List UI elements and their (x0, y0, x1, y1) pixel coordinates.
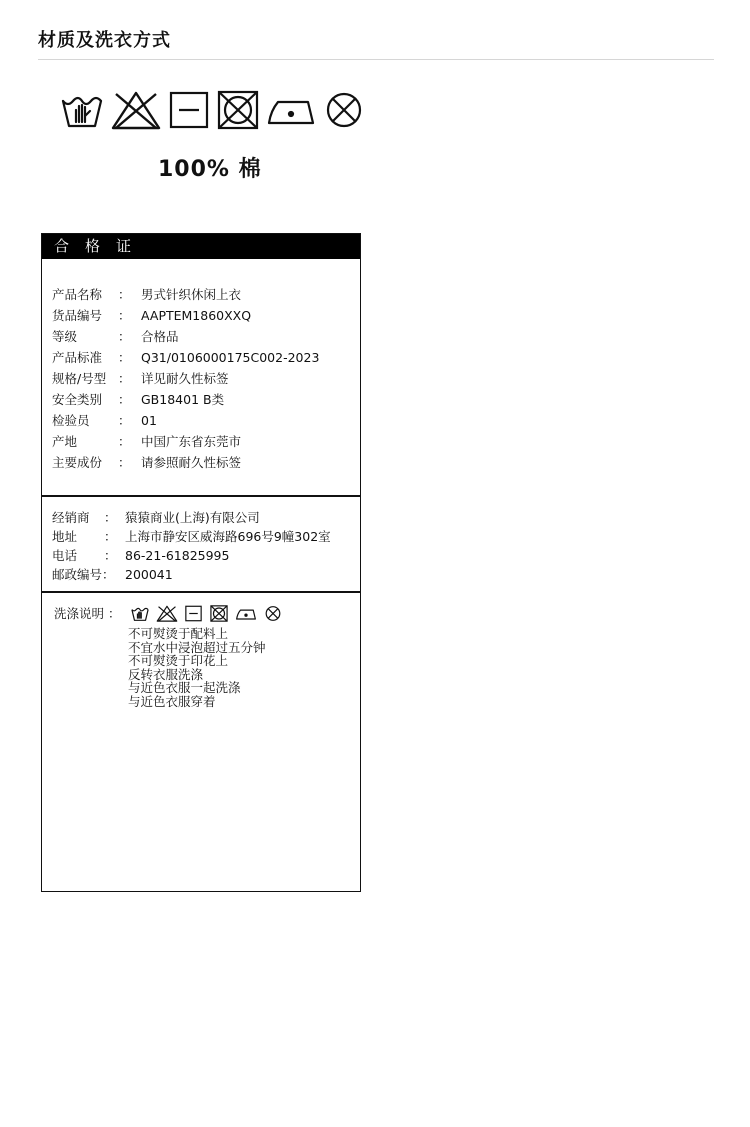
field-value: 请参照耐久性标签 (141, 455, 242, 470)
line-dry-icon (184, 605, 203, 622)
field-label: 电话 (52, 548, 78, 563)
wash-instruction-line: 不可熨烫于配料上 (128, 626, 229, 641)
field-separator: ： (104, 510, 117, 525)
section-title: 材质及洗衣方式 (38, 30, 171, 51)
field-label: 规格/号型 (52, 371, 107, 386)
field-value: 男式针织休闲上衣 (141, 287, 242, 302)
field-value: 中国广东省东莞市 (141, 434, 242, 449)
field-separator: ： (104, 529, 117, 544)
title-divider (38, 59, 714, 60)
field-value: Q31/0106000175C002-2023 (141, 350, 320, 365)
field-label: 货品编号 (52, 308, 103, 323)
label-divider (42, 591, 360, 593)
field-label: 邮政编号： (52, 567, 115, 582)
field-separator: ： (118, 434, 131, 449)
field-separator: ： (118, 287, 131, 302)
field-label: 等级 (52, 329, 78, 344)
iron-low-icon (235, 605, 257, 622)
hand-wash-icon (60, 90, 104, 130)
field-separator: ： (118, 329, 131, 344)
field-value: 详见耐久性标签 (141, 371, 229, 386)
iron-low-icon (266, 90, 316, 130)
no-tumble-dry-icon (209, 605, 229, 622)
wash-instruction-line: 不宜水中浸泡超过五分钟 (128, 639, 266, 655)
field-value: 01 (141, 413, 157, 428)
field-value: 上海市静安区威海路696号9幢302室 (125, 529, 331, 544)
wash-instructions-title: 洗涤说明 ： (54, 606, 121, 621)
wash-instruction-line: 不可熨烫于印花上 (128, 653, 229, 668)
field-value: 200041 (125, 567, 173, 582)
field-separator: ： (118, 371, 131, 386)
field-label: 产品标准 (52, 350, 103, 365)
wash-instruction-line: 与近色衣服穿着 (128, 693, 216, 709)
field-value: GB18401 B类 (141, 392, 225, 407)
hand-wash-icon (130, 605, 150, 622)
field-separator: ： (118, 455, 131, 470)
no-tumble-dry-icon (216, 90, 260, 130)
field-label: 经销商 (52, 510, 90, 525)
label-heading: 合格证 (42, 234, 360, 259)
field-separator: ： (118, 392, 131, 407)
line-dry-icon (168, 90, 210, 130)
no-bleach-icon (110, 90, 162, 130)
care-symbols (60, 88, 366, 132)
field-label: 产品名称 (52, 287, 103, 302)
no-dry-clean-icon (263, 605, 283, 622)
field-separator: ： (118, 350, 131, 365)
wash-instructions (128, 627, 266, 708)
no-dry-clean-icon (322, 90, 366, 130)
field-label: 检验员 (52, 413, 90, 428)
field-value: 合格品 (141, 329, 179, 344)
wash-instruction-line: 反转衣服洗涤 (128, 666, 204, 682)
field-value: 猿猿商业(上海)有限公司 (125, 510, 260, 525)
field-label: 产地 (52, 434, 78, 449)
certificate-label (41, 233, 361, 892)
no-bleach-icon (156, 605, 178, 622)
label-divider (42, 495, 360, 497)
field-value: AAPTEM1860XXQ (141, 308, 252, 323)
field-label: 主要成份 (52, 455, 103, 470)
composition: 100% 棉 (158, 157, 262, 182)
field-separator: ： (104, 548, 117, 563)
field-label: 地址 (52, 529, 78, 544)
small-care-symbols (130, 605, 283, 622)
wash-instruction-line: 与近色衣服一起洗涤 (128, 680, 241, 695)
field-label: 安全类别 (52, 392, 103, 407)
field-separator: ： (118, 308, 131, 323)
field-value: 86-21-61825995 (125, 548, 230, 563)
field-separator: ： (118, 413, 131, 428)
